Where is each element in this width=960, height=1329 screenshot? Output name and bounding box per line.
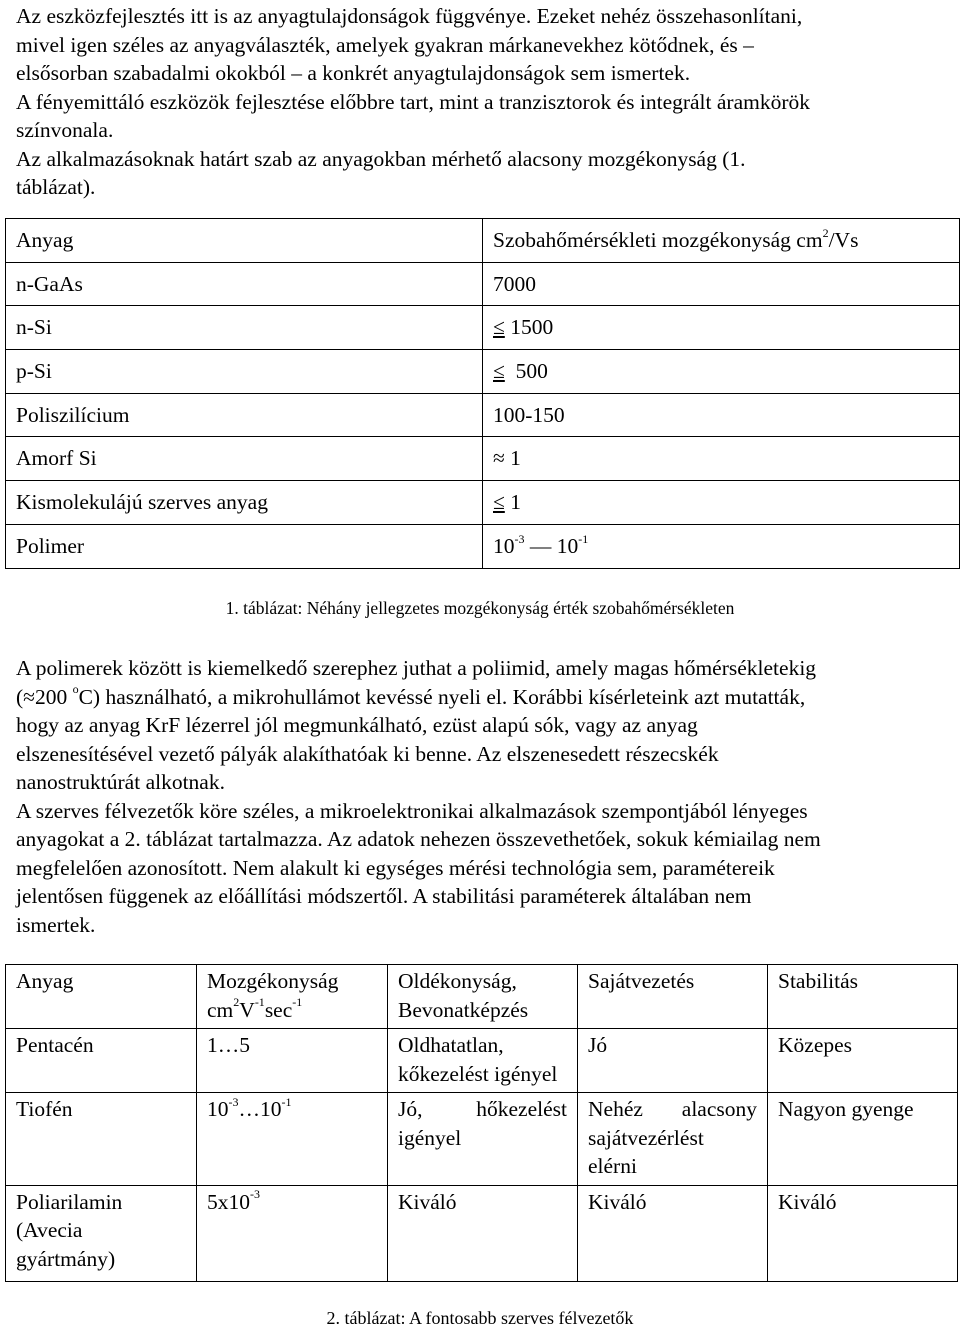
table-cell: n-GaAs — [6, 262, 483, 306]
table-cell: Oldhatatlan, kőkezelést igényel — [388, 1029, 578, 1093]
table-cell: ≤ 500 — [483, 350, 960, 394]
table-cell: Poliarilamin (Avecia gyártmány) — [6, 1185, 197, 1282]
text-line: ismertek. — [16, 912, 96, 937]
table-cell: Poliszilícium — [6, 393, 483, 437]
table-row — [6, 437, 960, 481]
table-header-cell: Szobahőmérsékleti mozgékonyság $cm^2/Vs$ — [483, 219, 960, 263]
text-line: Az eszközfejlesztés itt is az anyagtulajdonságok függvénye. Ezeket nehéz összehasonlítani, — [16, 4, 803, 28]
table-cell: Közepes — [768, 1029, 958, 1093]
table-row — [6, 481, 960, 525]
table-header-cell: Sajátvezetés — [578, 965, 768, 1029]
table-cell: ≤ 1 — [483, 481, 960, 525]
text-line: hogy az anyag KrF lézerrel jól megmunkálható, ezüst alapú sók, vagy az anyag — [16, 713, 698, 737]
text-line: mivel igen széles az anyagválaszték, amelyek gyakran márkanevekhez kötődnek, és – — [16, 32, 754, 57]
table-header-row — [6, 965, 958, 1029]
table-row — [6, 1093, 958, 1186]
text-line: (≈200 $^o$C) használható, a mikrohullámot kevéssé nyeli el. Korábbi kísérleteink azt mutatták, — [16, 682, 806, 709]
mobility-table — [5, 218, 960, 569]
text-line: A polimerek között is kiemelkedő szerephez juthat a poliimid, amely magas hőmérsékletekig — [16, 656, 817, 680]
text-line: Az alkalmazásoknak határt szab az anyagokban mérhető alacsony mozgékonyság (1. — [16, 146, 746, 171]
text-line: A fényemittáló eszközök fejlesztése előbbre tart, mint a tranzisztorok és integrált áramkörök — [16, 89, 811, 114]
body-text — [16, 654, 946, 939]
text-line: táblázat). — [16, 175, 96, 199]
organic-semiconductor-table — [5, 964, 958, 1282]
table-cell: 100-150 — [483, 393, 960, 437]
table-cell: p-Si — [6, 350, 483, 394]
table-cell: $5x10^{-3}$ — [197, 1185, 388, 1282]
table-cell: Pentacén — [6, 1029, 197, 1093]
table-cell: $10^{-3}$ — $10^{-1}$ — [483, 524, 960, 568]
table-row — [6, 350, 960, 394]
table-cell: $10^{-3}\dots 10^{-1}$ — [197, 1093, 388, 1186]
mobility-unit: $cm^2V^{-1}\sec^{-1}$ — [207, 995, 303, 1022]
table-header-row — [6, 219, 960, 263]
table-row — [6, 1185, 958, 1282]
text-line: nanostruktúrát alkotnak. — [16, 770, 225, 794]
table-cell: Kiváló — [578, 1185, 768, 1282]
table-row — [6, 524, 960, 568]
table-row — [6, 1029, 958, 1093]
table-header-cell: Stabilitás — [768, 965, 958, 1029]
table-cell: n-Si — [6, 306, 483, 350]
text-line: elsősorban szabadalmi okokból – a konkrét anyagtulajdonságok sem ismertek. — [16, 61, 691, 85]
table-cell: 1…5 — [197, 1029, 388, 1093]
text-line: megfelelően azonosított. Nem alakult ki egységes mérési technológia sem, paramétereik — [16, 855, 775, 880]
table-header-cell: Mozgékonyság $cm^2V^{-1}\sec^{-1}$ — [197, 965, 388, 1029]
table-row — [6, 393, 960, 437]
table-cell: ≤ 1500 — [483, 306, 960, 350]
table-header-cell: Anyag — [6, 219, 483, 263]
table1-caption: 1. táblázat: Néhány jellegzetes mozgékonyság érték szobahőmérsékleten — [225, 598, 735, 618]
table-cell: Jó, hőkezelést igényel — [388, 1093, 578, 1186]
table-cell: 7000 — [483, 262, 960, 306]
table-header-cell: Anyag — [6, 965, 197, 1029]
table-cell: Polimer — [6, 524, 483, 568]
text-line: anyagokat a 2. táblázat tartalmazza. Az adatok nehezen összevethetőek, sokuk kémiailag nem — [16, 827, 821, 851]
table-row — [6, 306, 960, 350]
table-cell: ≈ 1 — [483, 437, 960, 481]
table-cell: Kiváló — [388, 1185, 578, 1282]
table-cell: Nehéz alacsony sajátvezérlést elérni — [578, 1093, 768, 1186]
text-line: A szerves félvezetők köre széles, a mikroelektronikai alkalmazások szempontjából lényeges — [16, 798, 808, 823]
text-line: elszenesítésével vezető pályák alakíthatóak ki benne. Az elszenesedett részecskék — [16, 741, 719, 766]
table-cell: Nagyon gyenge — [768, 1093, 958, 1186]
table-cell: Kismolekulájú szerves anyag — [6, 481, 483, 525]
table2-caption: 2. táblázat: A fontosabb szerves félvezetők — [326, 1308, 634, 1328]
table-cell: Tiofén — [6, 1093, 197, 1186]
text-line: jelentősen függenek az előállítási módszertől. A stabilitási paraméterek általában nem — [16, 884, 752, 908]
text-line: színvonala. — [16, 118, 114, 142]
table-header-cell: Oldékonyság, Bevonatképzés — [388, 965, 578, 1029]
table-cell: Amorf Si — [6, 437, 483, 481]
intro-text — [16, 2, 946, 202]
table-cell: Jó — [578, 1029, 768, 1093]
table-row — [6, 262, 960, 306]
table-cell: Kiváló — [768, 1185, 958, 1282]
